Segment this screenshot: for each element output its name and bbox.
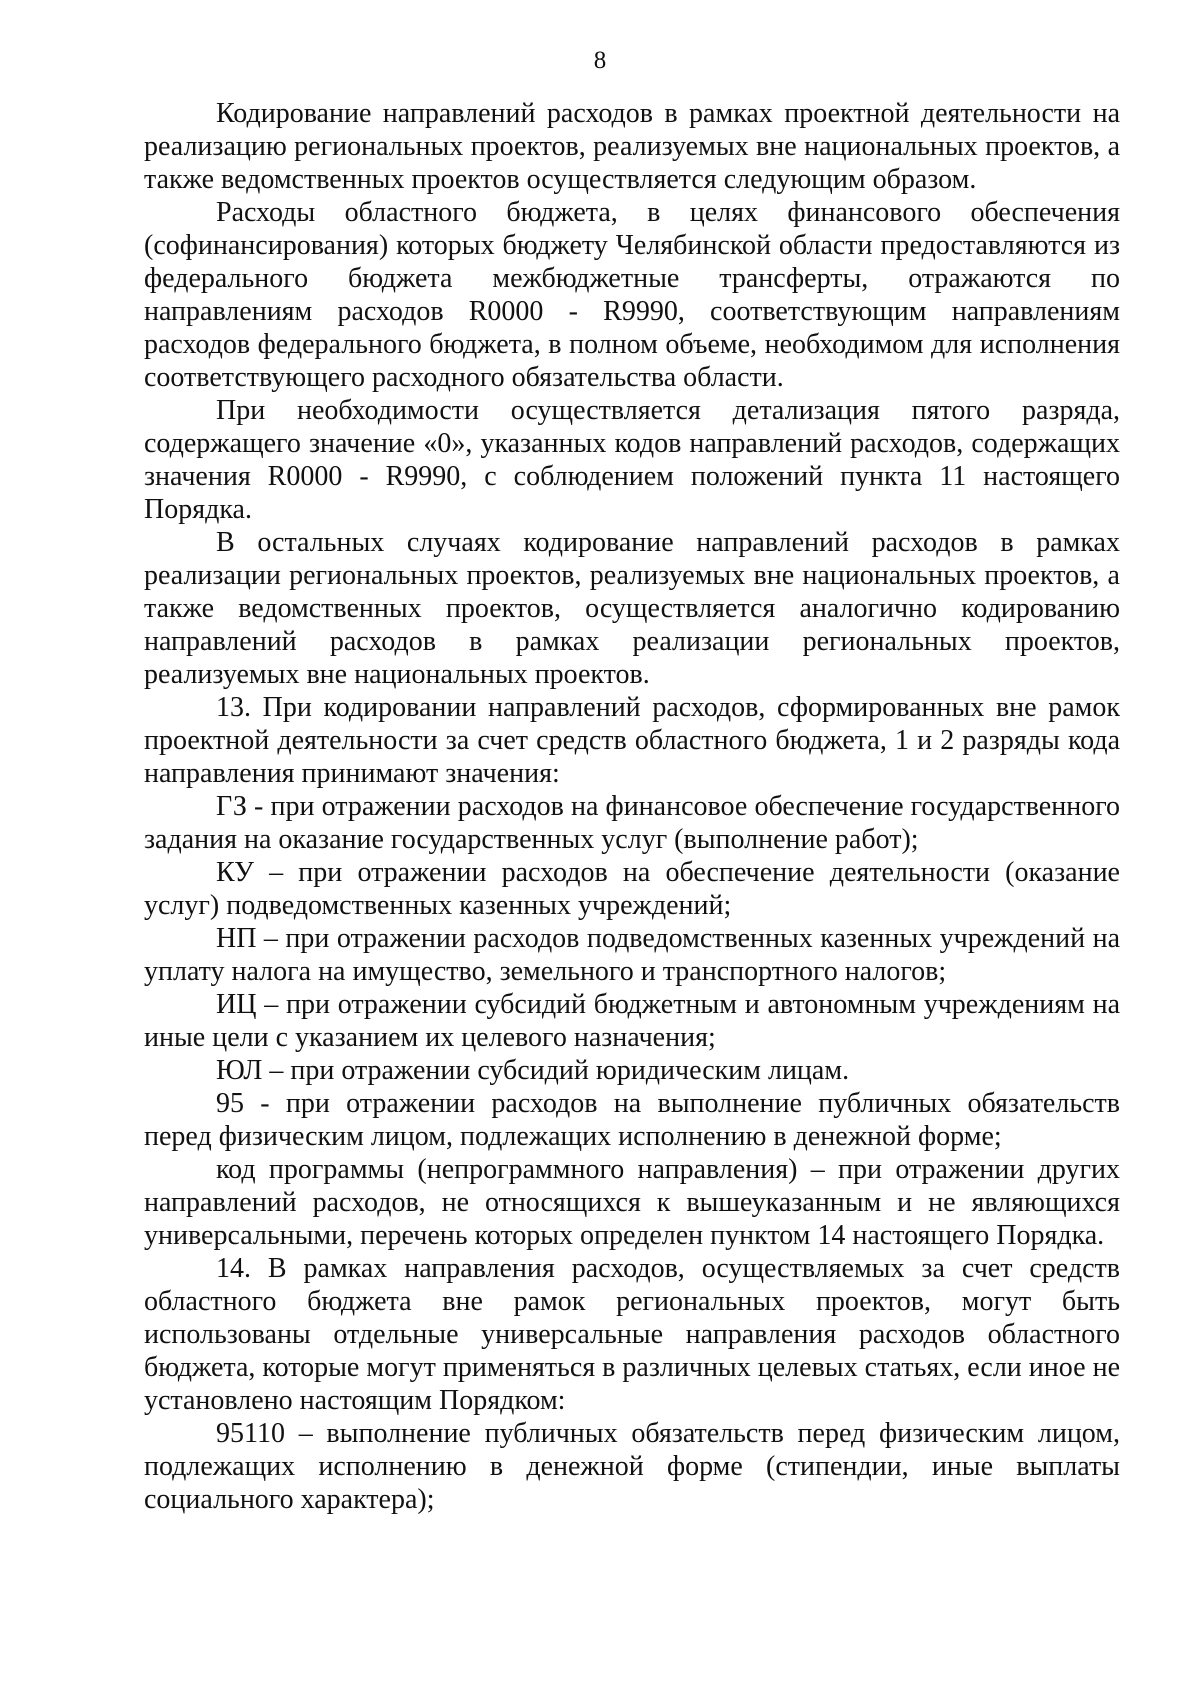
paragraph-fifth-digit-detail: При необходимости осуществляется детализация пятого разряда, содержащего значение «0», указанных кодов направлений расходов, содержащих значения R0000 - R9990, с соблюдением положений пункта 11 настоящего Порядка. <box>144 395 1120 525</box>
document-body <box>144 97 1120 1516</box>
paragraph-item-14: 14. В рамках направления расходов, осуществляемых за счет средств областного бюджета вне рамок региональных проектов, могут быть использованы отдельные универсальные направления расходов областного бюджета, которые могут применяться в различных целевых статьях, если иное не установлено настоящим Порядком: <box>144 1253 1120 1416</box>
paragraph-project-coding: Кодирование направлений расходов в рамках проектной деятельности на реализацию региональных проектов, реализуемых вне национальных проектов, а также ведомственных проектов осуществляется следующим образом. <box>144 98 1120 195</box>
paragraph-code-ic: ИЦ – при отражении субсидий бюджетным и автономным учреждениям на иные цели с указанием их целевого назначения; <box>144 989 1120 1053</box>
page-number: 8 <box>593 47 607 74</box>
paragraph-code-95110: 95110 – выполнение публичных обязательств перед физическим лицом, подлежащих исполнению в денежной форме (стипендии, иные выплаты социального характера); <box>144 1418 1120 1515</box>
paragraph-code-gz: ГЗ - при отражении расходов на финансовое обеспечение государственного задания на оказание государственных услуг (выполнение работ); <box>144 791 1120 855</box>
paragraph-program-code: код программы (непрограммного направления) – при отражении других направлений расходов, не относящихся к вышеуказанным и не являющихся универсальными, перечень которых определен пунктом 14 настоящего Порядка. <box>144 1154 1120 1251</box>
paragraph-item-13: 13. При кодировании направлений расходов, сформированных вне рамок проектной деятельности за счет средств областного бюджета, 1 и 2 разряды кода направления принимают значения: <box>144 692 1120 789</box>
paragraph-federal-transfers: Расходы областного бюджета, в целях финансового обеспечения (софинансирования) которых бюджету Челябинской области предоставляются из федерального бюджета межбюджетные трансферты, отражаются по направлениям расходов R0000 - R9990, соответствующим направлениям расходов федерального бюджета, в полном объеме, необходимом для исполнения соответствующего расходного обязательства области. <box>144 197 1120 393</box>
paragraph-code-95: 95 - при отражении расходов на выполнение публичных обязательств перед физическим лицом, подлежащих исполнению в денежной форме; <box>144 1088 1120 1152</box>
paragraph-other-cases: В остальных случаях кодирование направлений расходов в рамках реализации региональных проектов, реализуемых вне национальных проектов, а также ведомственных проектов, осуществляется аналогично кодированию направлений расходов в рамках реализации региональных проектов, реализуемых вне национальных проектов. <box>144 527 1120 690</box>
paragraph-code-yul: ЮЛ – при отражении субсидий юридическим лицам. <box>216 1055 850 1086</box>
paragraph-code-ku: КУ – при отражении расходов на обеспечение деятельности (оказание услуг) подведомственных казенных учреждений; <box>144 857 1120 921</box>
paragraph-code-np: НП – при отражении расходов подведомственных казенных учреждений на уплату налога на имущество, земельного и транспортного налогов; <box>144 923 1120 987</box>
